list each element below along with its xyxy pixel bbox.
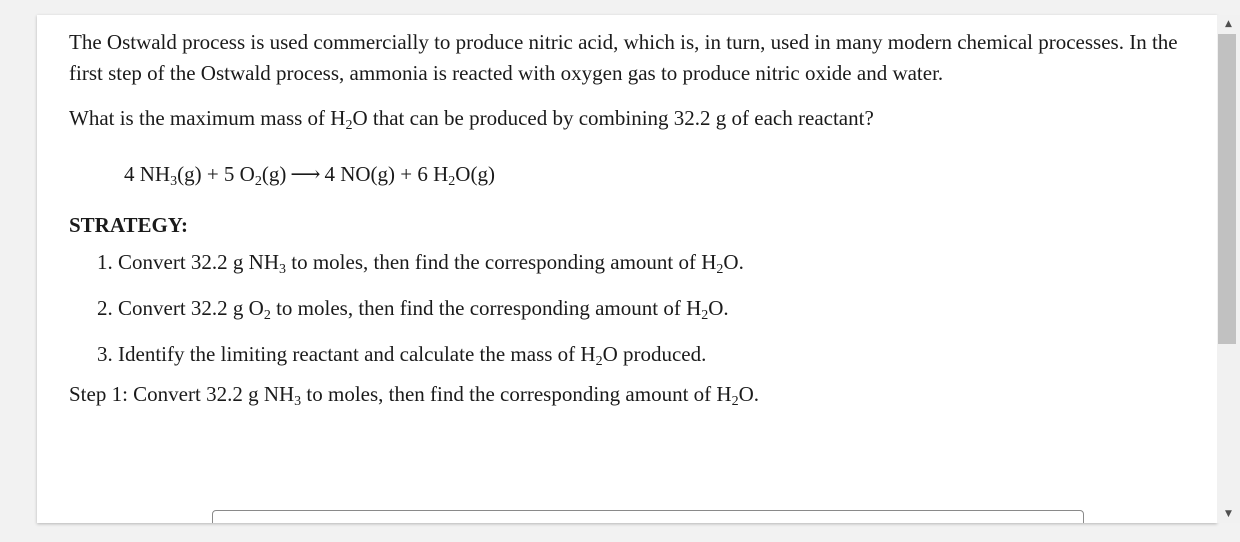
scrollbar-thumb[interactable] xyxy=(1218,34,1236,344)
answer-box[interactable] xyxy=(212,510,1084,523)
question-text-part: What is the maximum mass of H xyxy=(69,106,346,130)
question-text-part: O that can be produced by combining 32.2 g of each reactant? xyxy=(352,106,874,130)
subscript: 2 xyxy=(345,118,353,133)
subscript: 2 xyxy=(448,174,456,189)
strategy-heading: STRATEGY: xyxy=(69,213,189,237)
question-panel xyxy=(37,15,1217,523)
step-text: 3. Identify the limiting reactant and calculate the mass of H xyxy=(97,342,596,366)
vertical-scrollbar[interactable] xyxy=(1217,15,1240,523)
step-text: 2. Convert 32.2 g O xyxy=(97,296,264,320)
subscript: 3 xyxy=(294,394,302,409)
strategy-step xyxy=(97,247,1179,278)
subscript: 2 xyxy=(716,262,724,277)
subscript: 2 xyxy=(701,308,709,323)
step-text: Step 1: Convert 32.2 g NH xyxy=(69,382,295,406)
scroll-down-icon[interactable]: ▼ xyxy=(1225,509,1232,519)
equation-part: (g) xyxy=(261,162,287,186)
equation-part: 4 NH xyxy=(124,162,171,186)
equation-part: (g) + 5 O xyxy=(177,162,255,186)
step-text: O. xyxy=(708,296,729,320)
step-text: O. xyxy=(723,250,744,274)
subscript: 2 xyxy=(254,174,262,189)
chemical-equation xyxy=(124,159,1179,190)
intro-text: The Ostwald process is used commercially to produce nitric acid, which is, in turn, used in many modern chemical processes. In the first step of the Ostwald process, ammonia is reacted with oxygen gas to produce nitric oxide and water. xyxy=(69,30,1178,85)
reaction-arrow-icon: ⟶ xyxy=(290,162,321,186)
strategy-step xyxy=(97,293,1179,324)
question-text xyxy=(69,103,1179,134)
step1-instruction xyxy=(69,379,1179,410)
subscript: 3 xyxy=(279,262,286,277)
subscript: 2 xyxy=(731,394,739,409)
step-text: to moles, then find the corresponding amount of H xyxy=(286,250,717,274)
equation-part: 4 NO(g) + 6 H xyxy=(324,162,449,186)
subscript: 3 xyxy=(170,174,178,189)
question-content xyxy=(69,27,1179,410)
scroll-up-icon[interactable]: ▲ xyxy=(1225,19,1232,29)
equation-part: O(g) xyxy=(455,162,495,186)
subscript: 2 xyxy=(263,308,271,323)
step-text: O. xyxy=(738,382,759,406)
subscript: 2 xyxy=(595,354,603,369)
step-text: O produced. xyxy=(602,342,707,366)
strategy-list xyxy=(69,247,1179,370)
step-text: to moles, then find the corresponding amount of H xyxy=(301,382,732,406)
strategy-step xyxy=(97,339,1179,370)
step-text: 1. Convert 32.2 g NH xyxy=(97,250,279,274)
step-text: to moles, then find the corresponding amount of H xyxy=(270,296,702,320)
